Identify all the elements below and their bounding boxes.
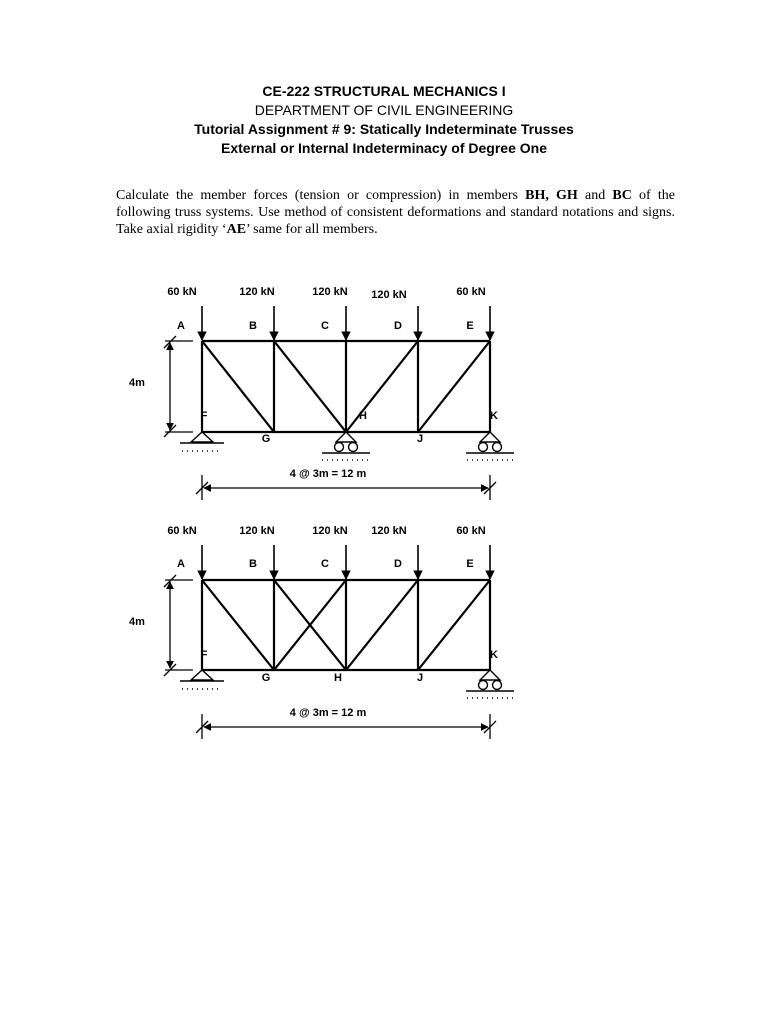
truss2-height-label: 4m: [129, 616, 145, 628]
problem-text-4: ’ same for all members.: [246, 222, 378, 237]
problem-text-1: Calculate the member forces (tension or compression) in members: [116, 188, 526, 203]
truss2-node-label: B: [249, 558, 257, 570]
diagonal-member: [418, 580, 490, 670]
truss1-members: [202, 341, 490, 432]
truss2-load-label: 120 kN: [371, 525, 407, 537]
truss2-node-label: J: [416, 672, 424, 684]
truss1-node-label: G: [261, 433, 271, 445]
assignment-title: Tutorial Assignment # 9: Statically Indeterminate Trusses: [194, 121, 574, 137]
truss1-load-label: 60 kN: [167, 286, 197, 298]
diagonal-member: [274, 341, 346, 432]
problem-text-2: and: [577, 188, 613, 203]
truss1-node-label: A: [177, 320, 185, 332]
diagonal-member: [202, 341, 274, 432]
truss1-load-label: 120 kN: [312, 286, 348, 298]
truss2-node-label: F: [200, 649, 208, 661]
truss1-node-label: C: [321, 320, 329, 332]
truss2-node-label: A: [177, 558, 185, 570]
truss2-load-label: 120 kN: [239, 525, 275, 537]
truss2-node-label: E: [466, 558, 474, 570]
truss2-node-label: D: [394, 558, 402, 570]
truss1-load-arrows: [202, 306, 490, 340]
truss2-load-label: 60 kN: [456, 525, 486, 537]
problem-members-1: BH, GH: [525, 188, 578, 203]
truss1-node-label: H: [359, 410, 367, 422]
truss-2: [129, 525, 514, 739]
roller-support: [322, 432, 370, 460]
problem-members-2: BC: [612, 188, 632, 203]
department-name: DEPARTMENT OF CIVIL ENGINEERING: [254, 102, 514, 118]
truss1-supports: [180, 432, 514, 460]
truss1-height-label: 4m: [129, 377, 145, 389]
diagonal-member: [346, 580, 418, 670]
truss1-node-label: K: [490, 410, 498, 422]
truss2-load-label: 60 kN: [167, 525, 197, 537]
truss1-node-label: J: [416, 433, 424, 445]
truss1-node-label: F: [200, 410, 208, 422]
truss1-load-label: 120 kN: [371, 289, 407, 301]
truss1-load-label: 60 kN: [456, 286, 486, 298]
assignment-subtitle: External or Internal Indeterminacy of Degree One: [221, 140, 547, 156]
truss2-supports: [180, 670, 514, 698]
truss2-span-label: 4 @ 3m = 12 m: [289, 707, 367, 719]
truss1-node-label: E: [466, 320, 474, 332]
diagonal-member: [346, 341, 418, 432]
pin-support: [180, 432, 224, 451]
truss2-node-label: C: [321, 558, 329, 570]
axial-rigidity-term: AE: [226, 222, 247, 237]
pin-support: [180, 670, 224, 689]
diagonal-member: [418, 341, 490, 432]
truss1-span-label: 4 @ 3m = 12 m: [289, 468, 367, 480]
truss2-load-label: 120 kN: [312, 525, 348, 537]
truss1-load-label: 120 kN: [239, 286, 275, 298]
truss2-load-arrows: [202, 545, 490, 579]
truss2-node-label: H: [334, 672, 342, 684]
diagonal-member: [202, 580, 274, 670]
truss1-node-label: B: [249, 320, 257, 332]
roller-support: [466, 670, 514, 698]
course-title: CE-222 STRUCTURAL MECHANICS I: [262, 83, 506, 99]
roller-support: [466, 432, 514, 460]
truss-1: [129, 286, 514, 500]
truss2-node-label: K: [490, 649, 498, 661]
truss2-height-dimension: [164, 575, 193, 676]
truss2-members: [202, 580, 490, 670]
truss2-node-label: G: [261, 672, 271, 684]
truss1-node-label: D: [394, 320, 402, 332]
truss1-height-dimension: [164, 336, 193, 437]
problem-text-3: of the following truss systems. Use method of consistent deformations and standard notations and signs. Take axial rigidity ‘: [116, 188, 676, 237]
